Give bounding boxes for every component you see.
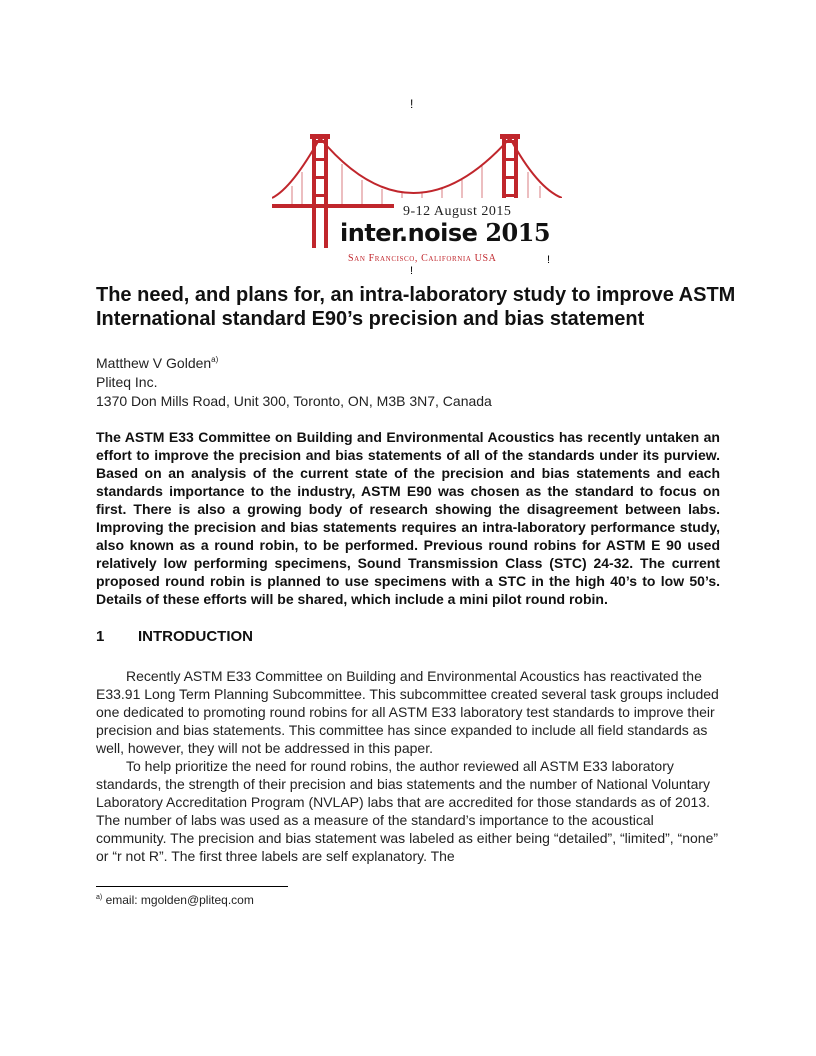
conference-name: [340, 218, 550, 247]
body-paragraph: To help prioritize the need for round robins, the author reviewed all ASTM E33 laboratory standards, the strength of their precision and bias statements and the number of National Voluntary Laboratory Accreditation Program (NVLAP) labs that are accredited for those standards as of 2013. The number of labs was used as a measure of the standard’s importance to the acoustical community. The precision and bias statement was labeled as either being “detailed”, “limited”, “none” or “r not R”. The first three labels are self explanatory. The: [96, 758, 719, 864]
marker-logo-bottom: !: [410, 265, 414, 277]
conference-date: 9-12 August 2015: [403, 204, 512, 219]
section-number: 1: [96, 628, 105, 645]
body-paragraph: Recently ASTM E33 Committee on Building and Environmental Acoustics has reactivated the E33.91 Long Term Planning Subcommittee. This subcommittee created several task groups included one dedicated to promoting round robins for all ASTM E33 laboratory test standards to improve their precision and bias statements. This committee has since expanded to include all field standards as well, however, they will not be addressed in this paper.: [96, 668, 719, 756]
conference-logo: [272, 128, 562, 276]
conference-year: 2015: [485, 218, 551, 247]
conference-name-text: inter.noise: [340, 219, 478, 247]
author-name-line: [96, 350, 492, 373]
author-address: 1370 Don Mills Road, Unit 300, Toronto, ON, M3B 3N7, Canada: [96, 393, 492, 409]
abstract: The ASTM E33 Committee on Building and Environmental Acoustics has recently untaken an effort to improve the precision and bias statements of all of the standards under its purview. Based on an analysis of the current state of the precision and bias statements and each standards importance to the industry, ASTM E90 was chosen as the standard to focus on first. There is also a growing body of research showing the disagreement between labs. Improving the precision and bias statements requires an intra-laboratory performance study, also known as a round robin, to be performed. Previous round robins for ASTM E 90 used relatively low performing specimens, Sound Transmission Class (STC) 24-32. The current proposed round robin is planned to use specimens with a STC in the high 40’s to low 50’s. Details of these efforts will be shared, which include a mini pilot round robin.: [96, 429, 720, 607]
marker-top: !: [410, 97, 414, 111]
section-heading: [96, 628, 253, 645]
author-footnote-mark: a): [211, 355, 219, 364]
author-affiliation: Pliteq Inc.: [96, 374, 158, 390]
paper-title: The need, and plans for, an intra-laboratory study to improve ASTM International standard E90’s precision and bias statement: [96, 284, 736, 330]
author-name: Matthew V Golden: [96, 355, 212, 371]
footnote-rule: [96, 886, 288, 887]
section-title: INTRODUCTION: [138, 628, 253, 645]
footnote: [96, 893, 254, 907]
conference-location: San Francisco, California USA: [348, 253, 497, 264]
section-body: [96, 667, 720, 865]
footnote-mark: a): [96, 894, 103, 901]
footnote-text: email: mgolden@pliteq.com: [105, 893, 254, 907]
author-block: [96, 350, 492, 411]
marker-logo-right: !: [547, 254, 551, 266]
